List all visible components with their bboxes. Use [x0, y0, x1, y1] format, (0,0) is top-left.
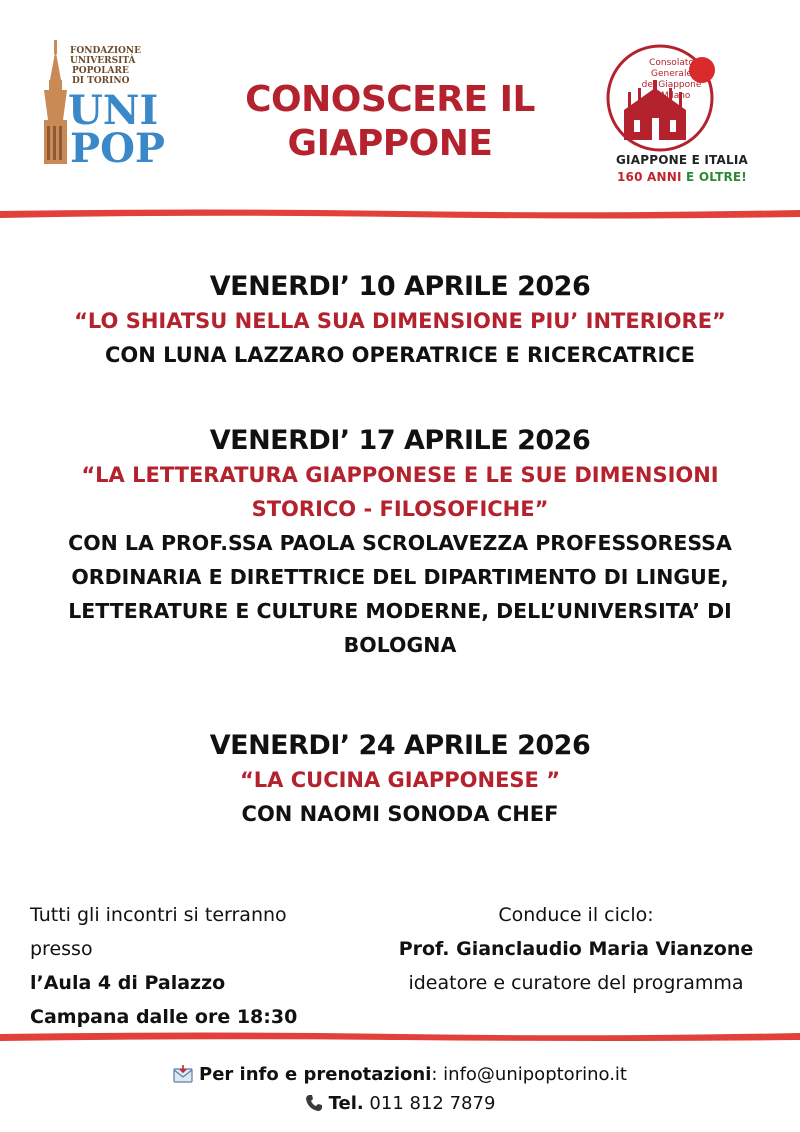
event-speaker-line: LETTERATURE E CULTURE MODERNE, DELL’UNIVERSITA’ DI [68, 599, 732, 623]
header [0, 0, 800, 210]
contact-email-line [0, 1060, 800, 1089]
contact-phone-link[interactable]: 011 812 7879 [363, 1093, 496, 1114]
event-speaker [0, 797, 800, 831]
anniversary-line-2 [598, 170, 766, 184]
event-date: VENERDI’ 10 APRILE 2026 [209, 271, 591, 302]
host-info [372, 898, 780, 1000]
consolato-line-1: Consolato [649, 58, 694, 68]
logo-caption-4: DI TORINO [72, 76, 130, 86]
host-name: Prof. Gianclaudio Maria Vianzone [398, 938, 754, 960]
venue-line-2-prefix: presso [30, 938, 93, 960]
event-title [0, 458, 800, 526]
event-2 [0, 424, 800, 662]
logo-wordmark-pop: POP [70, 125, 165, 168]
event-title-line: “LA LETTERATURA GIAPPONESE E LE SUE DIMENSIONI [81, 463, 719, 487]
venue-time: Campana dalle ore 18:30 [30, 1006, 298, 1028]
event-3 [0, 729, 800, 831]
brush-divider-bottom [0, 1029, 800, 1043]
venue-info [30, 898, 360, 1034]
event-speaker [0, 338, 800, 372]
contact-email-link[interactable]: : info@unipoptorino.it [431, 1064, 627, 1085]
event-speaker-line: CON LUNA LAZZARO OPERATRICE E RICERCATRICE [104, 343, 696, 367]
title-line-2: GIAPPONE [287, 123, 493, 164]
anniversary-line-1: GIAPPONE E ITALIA [616, 153, 748, 167]
contact-info [0, 1060, 800, 1118]
event-title-line: STORICO - FILOSOFICHE” [251, 497, 549, 521]
event-title [0, 304, 800, 338]
consolato-line-4: a Milano [652, 91, 691, 101]
unipop-logo [40, 40, 190, 168]
venue-line-2 [30, 932, 360, 1000]
event-speaker-line: ORDINARIA E DIRETTRICE DEL DIPARTIMENTO DI LINGUE, [71, 565, 729, 589]
consolato-line-2: Generale [650, 69, 692, 79]
event-title-line: “LO SHIATSU NELLA SUA DIMENSIONE PIU’ INTERIORE” [74, 309, 726, 333]
event-date: VENERDI’ 17 APRILE 2026 [209, 425, 591, 456]
event-1 [0, 270, 800, 372]
contact-info-label: Per info e prenotazioni [199, 1064, 432, 1085]
event-date: VENERDI’ 24 APRILE 2026 [209, 730, 591, 761]
event-speaker [0, 526, 800, 662]
host-line-3: ideatore e curatore del programma [408, 972, 744, 994]
logo-caption-2: UNIVERSITÀ [70, 56, 136, 66]
event-speaker-line: CON LA PROF.SSA PAOLA SCROLAVEZZA PROFESSORESSA [68, 531, 732, 555]
logo-caption-1: FONDAZIONE [70, 46, 141, 56]
host-line-2 [372, 932, 780, 966]
page-title [215, 78, 565, 166]
event-title [0, 763, 800, 797]
event-speaker-line: CON NAOMI SONODA CHEF [241, 802, 559, 826]
host-line-1: Conduce il ciclo: [498, 904, 654, 926]
event-speaker-line: BOLOGNA [343, 633, 457, 657]
anniversary-years: 160 ANNI [617, 170, 687, 184]
consolato-line-3: del Giappone [641, 80, 702, 90]
venue-line-1: Tutti gli incontri si terranno [30, 904, 287, 926]
anniversary-suffix: E OLTRE! [686, 170, 747, 184]
consolato-label [629, 58, 714, 102]
event-title-line: “LA CUCINA GIAPPONESE ” [239, 768, 560, 792]
venue-room: l’Aula 4 di Palazzo [30, 972, 226, 994]
brush-divider-top [0, 207, 800, 221]
logo-caption-3: POPOLARE [72, 66, 129, 76]
envelope-icon [173, 1065, 193, 1083]
title-line-1: CONOSCERE IL [245, 79, 535, 120]
phone-icon [305, 1094, 323, 1112]
contact-tel-label: Tel. [328, 1093, 364, 1114]
contact-phone-line [0, 1089, 800, 1118]
logo-wordmark-uni: UNI [68, 87, 159, 134]
